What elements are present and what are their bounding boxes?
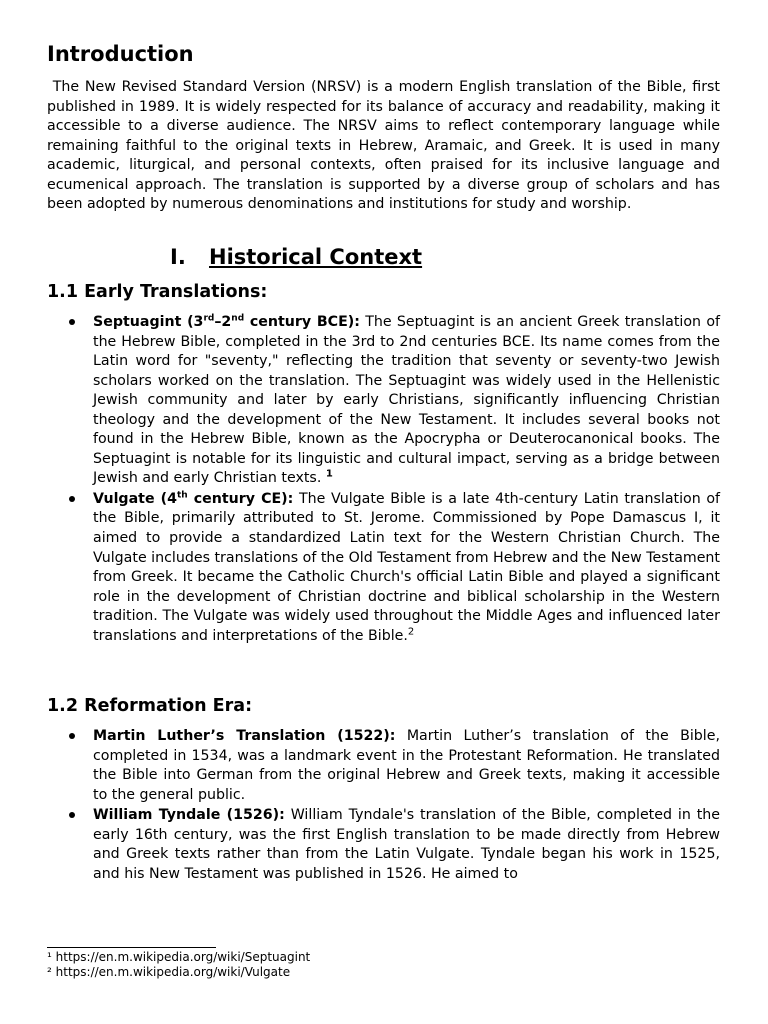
footnote-2-marker: ²: [47, 965, 52, 979]
septuagint-label-sup1: rd: [203, 313, 215, 324]
list-item-luther: [47, 727, 720, 805]
footnote-1-marker: ¹: [47, 950, 52, 964]
footnote-2-link[interactable]: https://en.m.wikipedia.org/wiki/Vulgate: [55, 965, 291, 979]
list-item-vulgate: [47, 490, 720, 646]
footnote-2: [47, 965, 310, 980]
vulgate-label-suffix: century CE):: [187, 490, 294, 507]
vulgate-label: [93, 491, 293, 507]
septuagint-text: The Septuagint is an ancient Greek translation of the Hebrew Bible, completed in the 3rd to 2nd centuries BCE. Its name comes from the Latin word for "seventy," reflecting the tradition that seventy or seventy-two Jewish scholars worked on the translation. The Septuagint was widely used in the Hellenistic Jewish community and later by early Christians, significantly influencing Christian theology and the development of the New Testament. It includes several books not found in the Hebrew Bible, known as the Apocrypha or Deuterocanonical books. The Septuagint is notable for its linguistic and cultural impact, serving as a bridge between Jewish and early Christian texts.: [93, 314, 721, 487]
list-item-tyndale: [47, 806, 720, 884]
septuagint-label-prefix: Septuagint (3: [93, 314, 204, 330]
footnote-1-link[interactable]: https://en.m.wikipedia.org/wiki/Septuagint: [55, 950, 311, 964]
vulgate-paragraph: [93, 490, 720, 646]
vulgate-label-prefix: Vulgate (4: [93, 490, 177, 507]
section-title: Historical Context: [209, 245, 423, 269]
septuagint-label-sup2: nd: [231, 313, 245, 324]
vulgate-label-sup: th: [176, 490, 188, 501]
early-translations-list: [47, 313, 720, 647]
tyndale-text: William Tyndale's translation of the Bible, completed in the early 16th century, was the first English translation to be made directly from Hebrew and Greek texts rather than from the Latin Vulgate. Tyndale began his work in 1525, and his New Testament was published in 1526. He aimed to: [93, 807, 720, 882]
bullet-icon: [69, 319, 75, 325]
septuagint-label: [93, 314, 360, 330]
luther-label: Martin Luther’s Translation (1522):: [93, 728, 396, 744]
bullet-icon: [69, 496, 75, 502]
septuagint-label-mid: –2: [214, 314, 232, 330]
luther-paragraph: [93, 727, 720, 805]
reformation-era-list: [47, 727, 720, 885]
introduction-heading: Introduction: [47, 42, 194, 66]
septuagint-label-suffix: century BCE):: [244, 314, 360, 330]
footnote-separator: [47, 947, 216, 948]
vulgate-text: The Vulgate Bible is a late 4th-century Latin translation of the Bible, primarily attributed to St. Jerome. Commissioned by Pope Damascus I, it aimed to provide a standardized Latin text for the Western Christian Church. The Vulgate includes translations of the Old Testament from Hebrew and the New Testament from Greek. It became the Catholic Church's official Latin Bible and played a significant role in the development of Christian doctrine and biblical scholarship in the Western tradition. The Vulgate was widely used throughout the Middle Ages and influenced later translations and interpretations of the Bible.: [93, 490, 720, 644]
footnote-ref-1[interactable]: 1: [325, 468, 333, 480]
tyndale-label: William Tyndale (1526):: [93, 807, 285, 824]
list-item-septuagint: [47, 313, 720, 489]
footnotes: [47, 950, 310, 980]
bullet-icon: [69, 812, 75, 818]
section-heading: [170, 244, 422, 270]
luther-text: Martin Luther’s translation of the Bible, completed in 1534, was a landmark event in the Protestant Reformation. He translated the Bible into German from the original Hebrew and Greek texts, making it accessible to the general public.: [93, 728, 720, 803]
bullet-icon: [69, 733, 75, 739]
footnote-ref-2[interactable]: 2: [407, 626, 415, 638]
introduction-text: The New Revised Standard Version (NRSV) is a modern English translation of the Bible, first published in 1989. It is widely respected for its balance of accuracy and readability, making it accessible to a diverse audience. The NRSV aims to reflect contemporary language while remaining faithful to the original texts in Hebrew, Aramaic, and Greek. It is used in many academic, liturgical, and personal contexts, often praised for its inclusive language and ecumenical approach. The translation is supported by a diverse group of scholars and has been adopted by numerous denominations and institutions for study and worship.: [47, 79, 720, 213]
early-translations-heading: 1.1 Early Translations:: [47, 282, 268, 302]
septuagint-paragraph: [93, 313, 720, 489]
footnote-1: [47, 950, 310, 965]
section-numeral: I.: [170, 245, 186, 269]
introduction-paragraph: [47, 78, 720, 215]
reformation-era-heading: 1.2 Reformation Era:: [47, 696, 253, 716]
tyndale-paragraph: [93, 806, 720, 884]
